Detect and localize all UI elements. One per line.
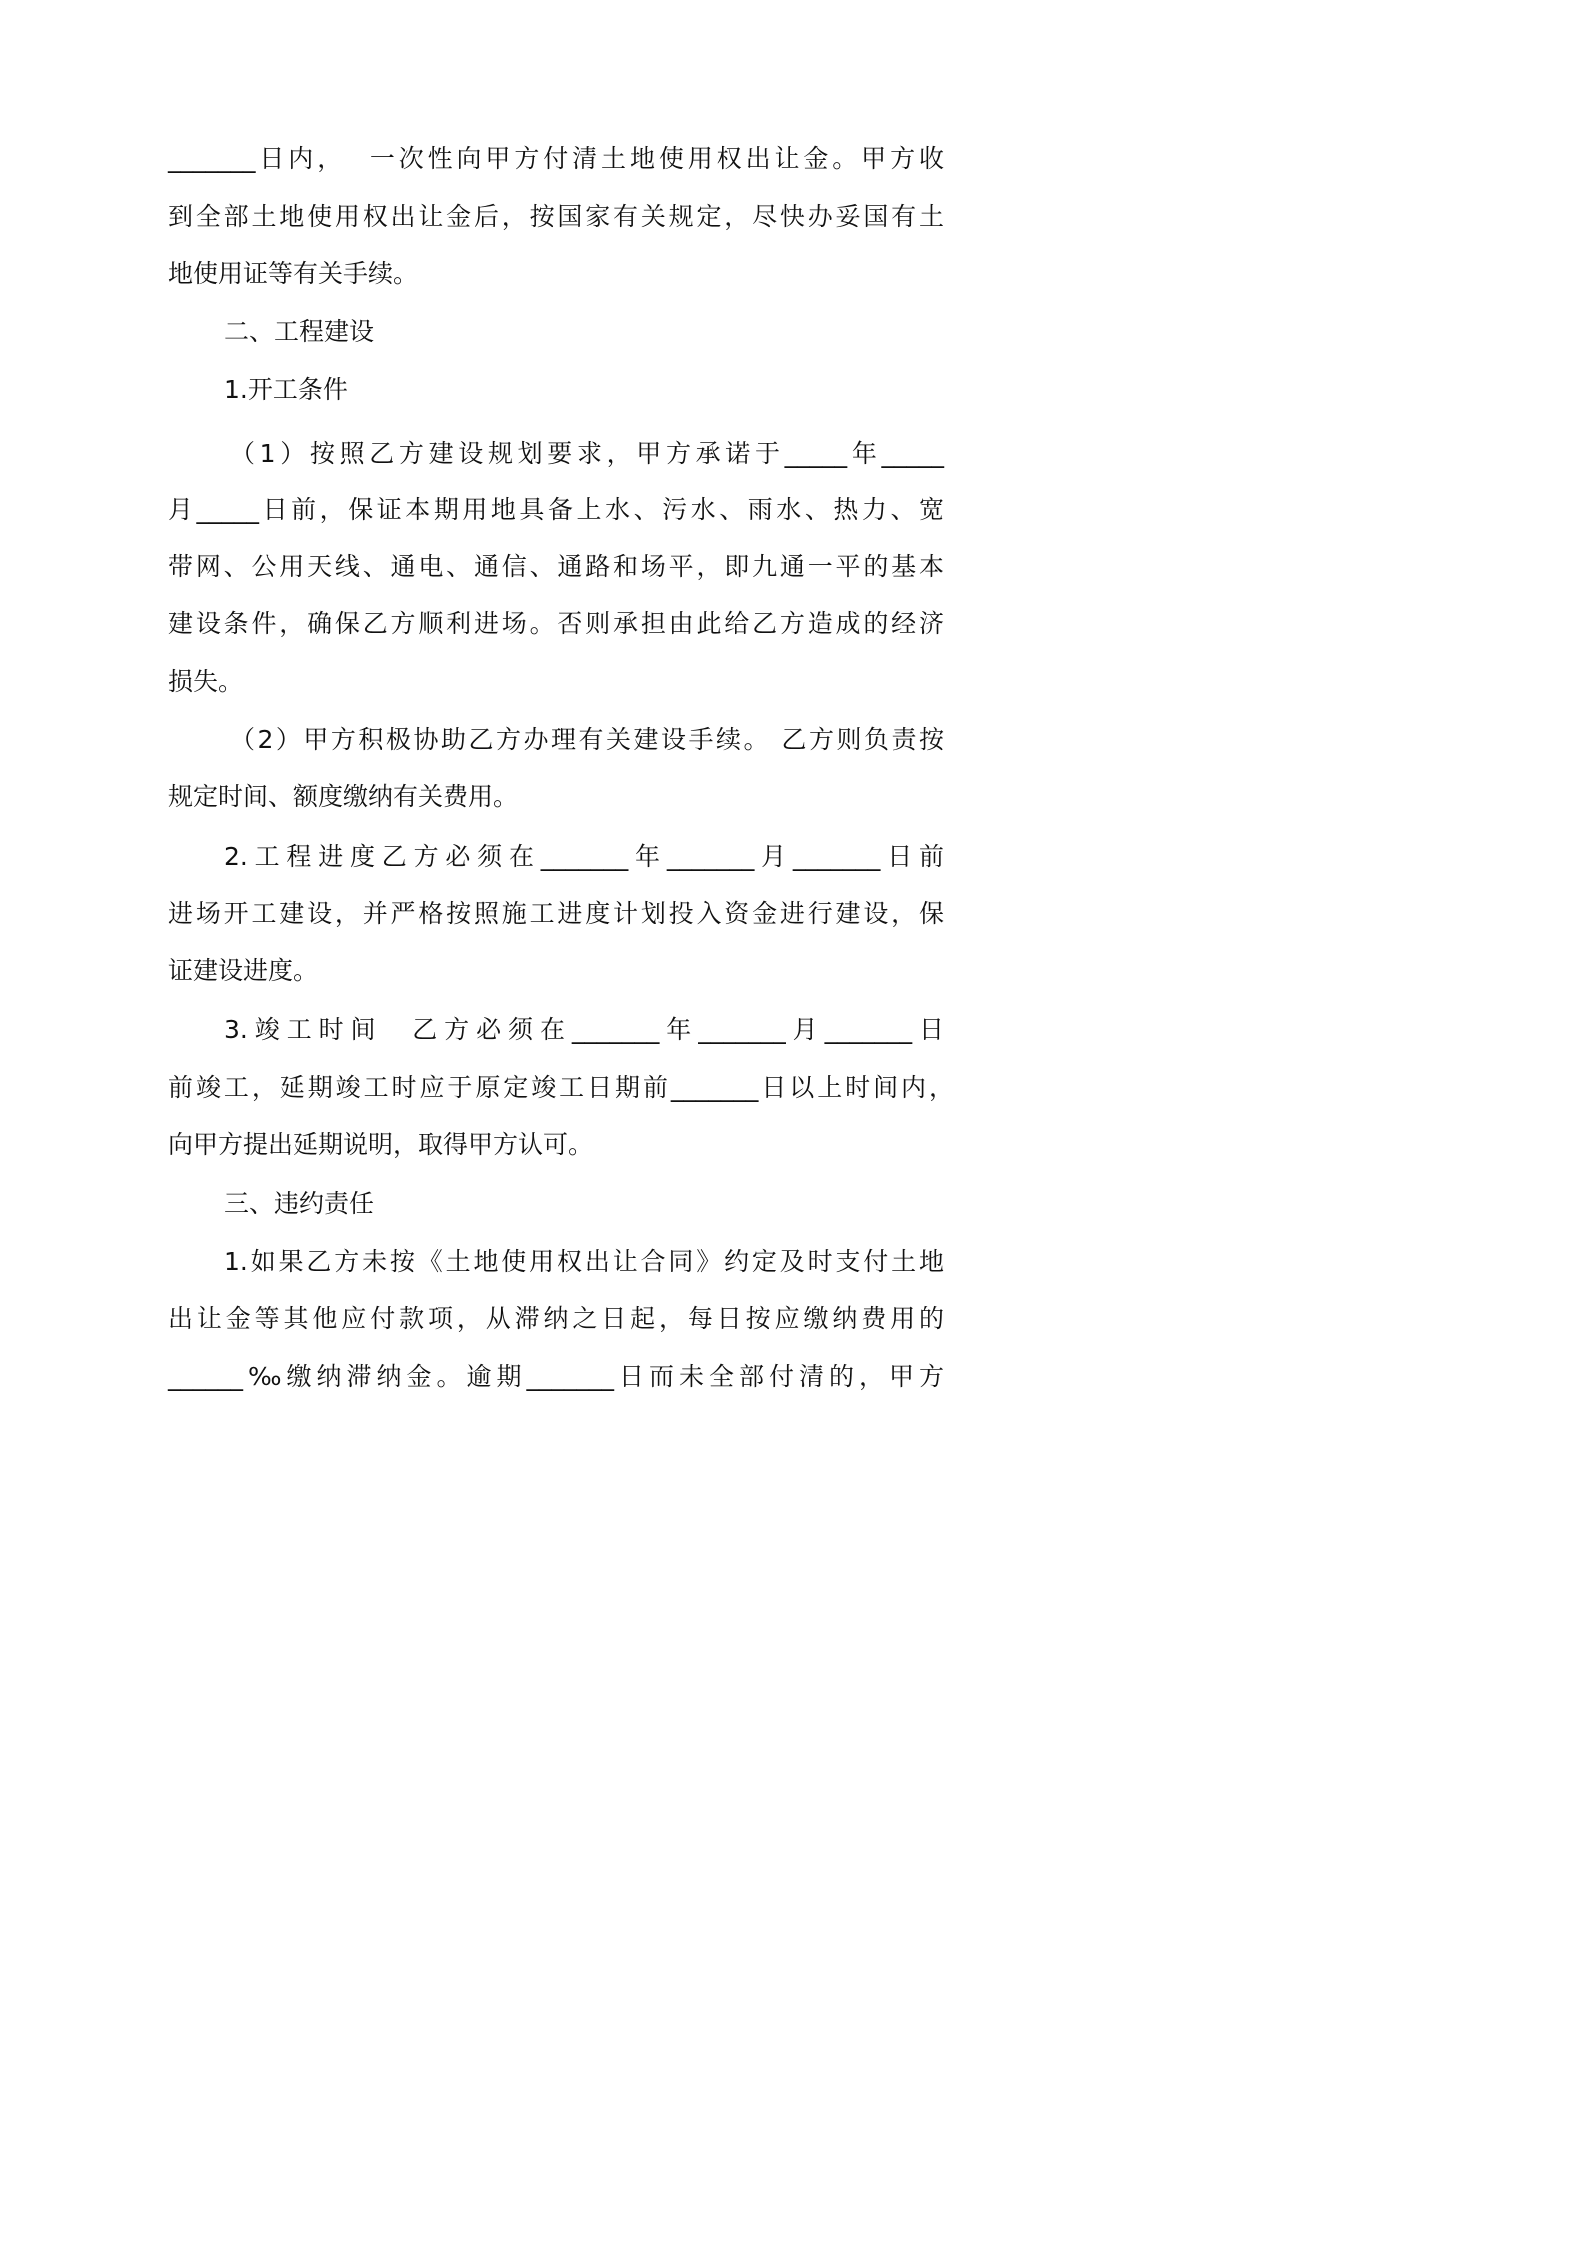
text-line: 向甲方提出延期说明，取得甲方认可。 [168, 1130, 594, 1159]
text-line: 前竣工，延期竣工时应于原定竣工日期前_______日以上时间内， [168, 1073, 954, 1102]
text-line: 3.竣工时间 乙方必须在_______年_______月_______日 [224, 1015, 944, 1044]
text-line: 带网、公用天线、通电、通信、通路和场平，即九通一平的基本 [168, 552, 944, 581]
text-line: 进场开工建设，并严格按照施工进度计划投入资金进行建设，保 [168, 899, 944, 928]
text-line: （1）按照乙方建设规划要求，甲方承诺于_____年_____ [230, 439, 944, 468]
section-heading: 二、工程建设 [224, 317, 375, 346]
text-line: 建设条件，确保乙方顺利进场。否则承担由此给乙方造成的经济 [168, 609, 944, 638]
text-line: _______日内， 一次性向甲方付清土地使用权出让金。甲方收 [168, 144, 944, 173]
section-heading: 三、违约责任 [224, 1189, 375, 1218]
text-line: 1.如果乙方未按《土地使用权出让合同》约定及时支付土地 [224, 1247, 944, 1276]
text-line: 规定时间、额度缴纳有关费用。 [168, 782, 519, 811]
text-line: 证建设进度。 [168, 956, 319, 985]
text-line: 月_____日前，保证本期用地具备上水、污水、雨水、热力、宽 [168, 495, 944, 524]
subsection-heading: 1.开工条件 [224, 375, 348, 404]
text-line: （2）甲方积极协助乙方办理有关建设手续。 乙方则负责按 [230, 725, 944, 754]
document-page [0, 0, 1103, 1561]
text-line: 到全部土地使用权出让金后，按国家有关规定，尽快办妥国有土 [168, 202, 944, 231]
text-line: 损失。 [168, 667, 244, 696]
text-line: ______‰缴纳滞纳金。逾期_______日而未全部付清的，甲方 [168, 1362, 944, 1391]
text-line: 2.工程进度乙方必须在_______年_______月_______日前 [224, 842, 944, 871]
text-line: 地使用证等有关手续。 [168, 259, 419, 288]
text-line: 出让金等其他应付款项，从滞纳之日起，每日按应缴纳费用的 [168, 1304, 944, 1333]
